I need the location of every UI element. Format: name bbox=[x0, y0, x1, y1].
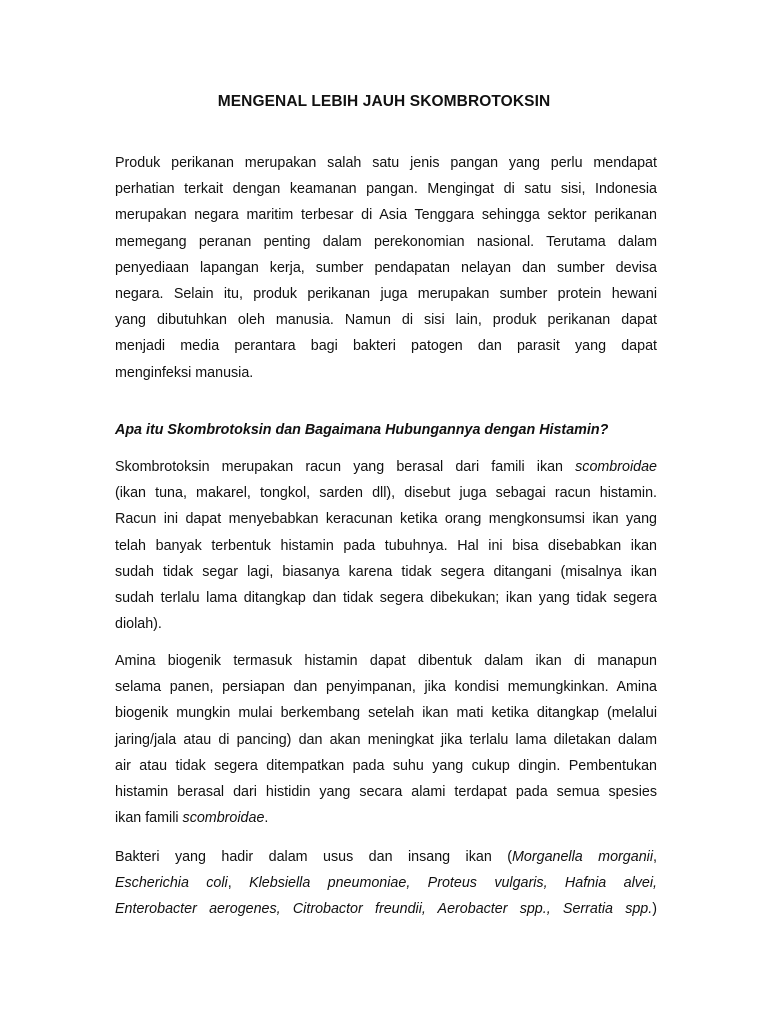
text-line: Racun ini dapat menyebabkan keracunan ketika orang mengkonsumsi ikan yang bbox=[115, 511, 657, 528]
text-line bbox=[115, 805, 657, 831]
text-line: biogenik mungkin mulai berkembang setelah ikan mati ketika ditangkap (melalui bbox=[115, 705, 657, 722]
text-segment: ) bbox=[652, 901, 657, 918]
text-line: negara. Selain itu, produk perikanan juga merupakan sumber protein hewani bbox=[115, 286, 657, 303]
italic-term: Escherichia coli bbox=[115, 875, 228, 892]
skombrotoksin-paragraph bbox=[115, 454, 657, 637]
text-line: menginfeksi manusia. bbox=[115, 364, 254, 381]
text-segment: ikan famili bbox=[115, 810, 183, 827]
text-line: sudah terlalu lama ditangkap dan tidak segera dibekukan; ikan yang tidak segera bbox=[115, 590, 657, 607]
text-line: sudah tidak segar lagi, biasanya karena tidak segera ditangani (misalnya ikan bbox=[115, 563, 657, 580]
text-line: histamin berasal dari histidin yang secara alami terdapat pada semua spesies bbox=[115, 784, 657, 801]
text-line bbox=[115, 454, 657, 480]
page-title: MENGENAL LEBIH JAUH SKOMBROTOKSIN bbox=[217, 93, 551, 110]
italic-term: scombroidae bbox=[182, 810, 265, 827]
text-segment: Bakteri yang hadir dalam usus dan insang ikan ( bbox=[115, 849, 512, 865]
text-line: Produk perikanan merupakan salah satu jenis pangan yang perlu mendapat bbox=[115, 155, 657, 171]
bakteri-paragraph bbox=[115, 844, 657, 923]
text-line: perhatian terkait dengan keamanan pangan. Mengingat di satu sisi, Indonesia bbox=[115, 181, 657, 198]
text-segment: . bbox=[264, 810, 269, 827]
text-line: telah banyak terbentuk histamin pada tubuhnya. Hal ini bisa disebabkan ikan bbox=[115, 537, 657, 554]
text-line bbox=[115, 870, 657, 896]
text-line bbox=[115, 896, 657, 922]
italic-term: scombroidae bbox=[575, 459, 657, 475]
italic-term: Klebsiella pneumoniae, Proteus vulgaris, Hafnia alvei, bbox=[249, 875, 657, 892]
italic-term: Enterobacter aerogenes, Citrobactor freundii, Aerobacter spp., Serratia spp. bbox=[115, 901, 653, 918]
text-segment: Skombrotoksin merupakan racun yang berasal dari famili ikan bbox=[115, 459, 576, 475]
text-line: diolah). bbox=[115, 616, 162, 633]
text-line: air atau tidak segera ditempatkan pada suhu yang cukup dingin. Pembentukan bbox=[115, 757, 657, 774]
text-line: penyediaan lapangan kerja, sumber pendapatan nelayan dan sumber devisa bbox=[115, 259, 657, 276]
text-line: (ikan tuna, makarel, tongkol, sarden dll), disebut juga sebagai racun histamin. bbox=[115, 485, 657, 502]
text-line: Amina biogenik termasuk histamin dapat dibentuk dalam ikan di manapun bbox=[115, 653, 657, 669]
amina-biogenik-paragraph bbox=[115, 648, 657, 831]
text-line: menjadi media perantara bagi bakteri patogen dan parasit yang dapat bbox=[115, 338, 657, 355]
text-line: merupakan negara maritim terbesar di Asia Tenggara sehingga sektor perikanan bbox=[115, 207, 657, 224]
text-line: memegang peranan penting dalam perekonomian nasional. Terutama dalam bbox=[115, 233, 657, 250]
text-line: yang dibutuhkan oleh manusia. Namun di sisi lain, produk perikanan dapat bbox=[115, 312, 657, 329]
text-segment: , bbox=[653, 849, 657, 865]
text-line: selama panen, persiapan dan penyimpanan, jika kondisi memungkinkan. Amina bbox=[115, 679, 657, 696]
intro-paragraph bbox=[115, 150, 657, 386]
text-line: jaring/jala atau di pancing) dan akan meningkat jika terlalu lama diletakan dalam bbox=[115, 731, 657, 748]
italic-term: Morganella morganii bbox=[512, 849, 654, 865]
text-line bbox=[115, 844, 657, 870]
text-segment: , bbox=[227, 875, 250, 892]
section-heading: Apa itu Skombrotoksin dan Bagaimana Hubungannya dengan Histamin? bbox=[115, 422, 609, 438]
